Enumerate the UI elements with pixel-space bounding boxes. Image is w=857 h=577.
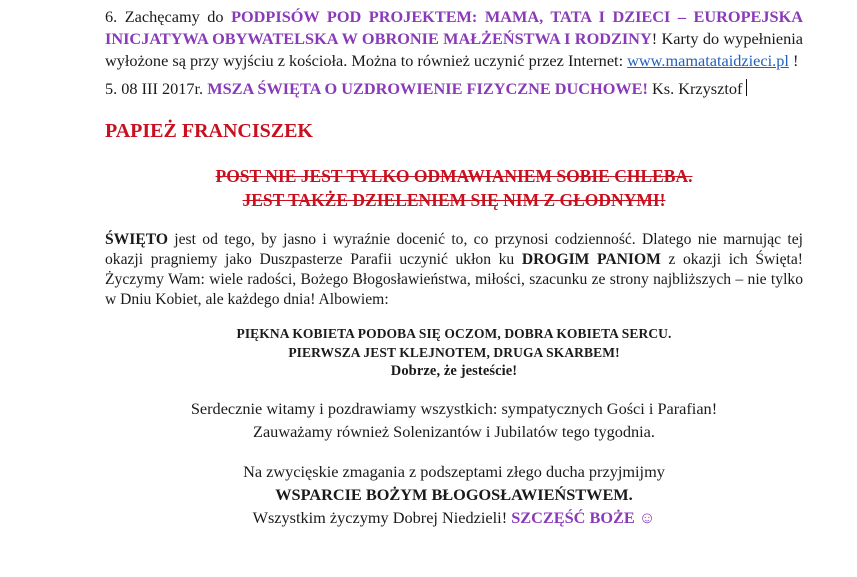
greeting-line-2: Zauważamy również Solenizantów i Jubilatów tego tygodnia.	[253, 422, 655, 441]
pope-heading: PAPIEŻ FRANCISZEK	[105, 120, 313, 142]
holiday-text-2: z okazji ich Święta! Życzymy Wam: wiele radości, Bożego Błogosławieństwa, miłości, szacunku ze strony najbliższych – nie tylko w Dniu Kobiet, ale każdego dnia! Albowiem:	[105, 251, 803, 308]
text-cursor	[746, 79, 747, 96]
closing-line-2	[105, 483, 803, 506]
closing-szczesc-boze: SZCZĘŚĆ BOŻE ☺	[511, 508, 656, 527]
womens-day-paragraph	[105, 230, 803, 310]
bulletin-page	[105, 6, 803, 529]
announcement-6-end: !	[788, 51, 799, 70]
announcement-5-text: Ks. Krzysztof	[647, 79, 743, 98]
closing	[105, 460, 803, 529]
quote-line-3: Dobrze, że jesteście!	[390, 363, 518, 379]
announcement-6-highlight: PODPISÓW POD PROJEKTEM: MAMA, TATA I DZIECI – EUROPEJSKA INICJATYWA OBYWATELSKA W OBRONIE MAŁŻEŃSTWA I RODZINY	[105, 7, 803, 48]
lent-motto-line-1: POST NIE JEST TYLKO ODMAWIANIEM SOBIE CHLEBA.	[215, 166, 693, 186]
closing-line-3	[105, 506, 803, 529]
announcement-5-highlight: MSZA ŚWIĘTA O UZDROWIENIE FIZYCZNE DUCHOWE!	[207, 79, 648, 98]
quote-line-2: PIERWSZA JEST KLEJNOTEM, DRUGA SKARBEM!	[288, 345, 620, 360]
closing-blessing-support: WSPARCIE BOŻYM BŁOGOSŁAWIEŃSTWEM.	[275, 485, 633, 504]
lent-motto	[105, 164, 803, 212]
petition-link[interactable]: www.mamatataidzieci.pl	[627, 51, 789, 70]
announcement-6-text: ! Karty do wypełnienia wyłożone są przy wyjściu z kościoła. Można to również uczynić przez Internet:	[105, 29, 803, 70]
announcement-5-date: 5. 08 III 2017r.	[105, 79, 208, 98]
closing-wish: Wszystkim życzymy Dobrej Niedzieli!	[252, 508, 512, 527]
announcement-6-prefix: 6. Zachęcamy do	[105, 7, 232, 26]
announcement-6	[105, 6, 803, 72]
holiday-text-1: jest od tego, by jasno i wyraźnie docenić to, co przynosi codzienność. Dlatego nie marnując tej okazji pragniemy jako Duszpasterze Parafii uczynić ukłon ku	[105, 231, 803, 268]
lent-motto-line-2: JEST TAKŻE DZIELENIEM SIĘ NIM Z GŁODNYMI!	[242, 190, 666, 210]
holiday-lead: ŚWIĘTO	[105, 231, 168, 248]
announcement-5	[105, 78, 803, 100]
holiday-dear-ladies: DROGIM PANIOM	[521, 251, 661, 268]
greeting	[105, 397, 803, 443]
quote-line-1: PIĘKNA KOBIETA PODOBA SIĘ OCZOM, DOBRA KOBIETA SERCU.	[236, 326, 672, 341]
greeting-line-1: Serdecznie witamy i pozdrawiamy wszystkich: sympatycznych Gości i Parafian!	[190, 399, 718, 418]
womens-day-quote	[105, 324, 803, 381]
closing-line-1: Na zwycięskie zmagania z podszeptami złego ducha przyjmijmy	[243, 462, 665, 481]
